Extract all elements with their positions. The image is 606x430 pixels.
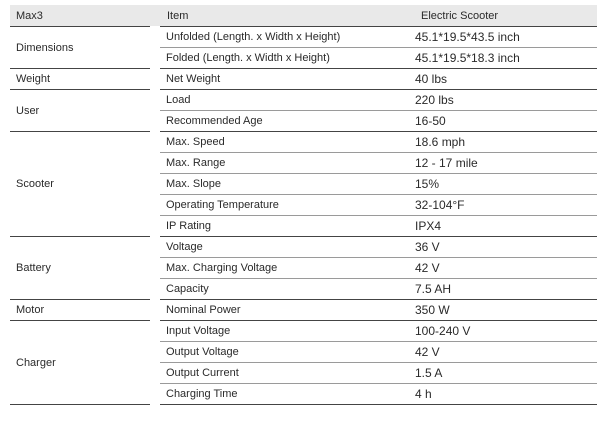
header-item: Item [155,5,407,27]
table-row [10,69,597,90]
category-cell: Charger [10,321,155,405]
spec-item-cell: Output Voltage [155,342,407,363]
spec-value-cell: 350 W [407,300,597,321]
spec-value-cell: 12 - 17 mile [407,153,597,174]
table-row [10,27,597,48]
spec-item-cell: Max. Speed [155,132,407,153]
spec-value-cell: 16-50 [407,111,597,132]
category-cell: Battery [10,237,155,300]
category-cell: Motor [10,300,155,321]
category-cell: Scooter [10,132,155,237]
spec-value-cell: 45.1*19.5*18.3 inch [407,48,597,69]
spec-value-cell: 45.1*19.5*43.5 inch [407,27,597,48]
spec-body [10,27,597,405]
spec-item-cell: IP Rating [155,216,407,237]
spec-item-cell: Load [155,90,407,111]
spec-item-cell: Charging Time [155,384,407,405]
spec-item-cell: Nominal Power [155,300,407,321]
category-cell: Dimensions [10,27,155,69]
spec-item-cell: Unfolded (Length. x Width x Height) [155,27,407,48]
header-row [10,5,597,27]
spec-item-cell: Recommended Age [155,111,407,132]
spec-item-cell: Max. Charging Voltage [155,258,407,279]
spec-value-cell: 1.5 A [407,363,597,384]
spec-item-cell: Voltage [155,237,407,258]
spec-value-cell: 220 lbs [407,90,597,111]
category-cell: Weight [10,69,155,90]
spec-table [10,5,597,405]
spec-value-cell: 42 V [407,342,597,363]
spec-item-cell: Input Voltage [155,321,407,342]
spec-value-cell: 15% [407,174,597,195]
spec-value-cell: IPX4 [407,216,597,237]
spec-value-cell: 7.5 AH [407,279,597,300]
spec-item-cell: Operating Temperature [155,195,407,216]
header-model: Max3 [10,5,155,27]
spec-item-cell: Folded (Length. x Width x Height) [155,48,407,69]
spec-value-cell: 36 V [407,237,597,258]
table-row [10,90,597,111]
spec-item-cell: Capacity [155,279,407,300]
spec-value-cell: 42 V [407,258,597,279]
spec-item-cell: Output Current [155,363,407,384]
category-cell: User [10,90,155,132]
spec-value-cell: 32-104°F [407,195,597,216]
table-row [10,132,597,153]
spec-value-cell: 18.6 mph [407,132,597,153]
spec-item-cell: Max. Slope [155,174,407,195]
spec-item-cell: Max. Range [155,153,407,174]
table-row [10,321,597,342]
spec-value-cell: 4 h [407,384,597,405]
header-product: Electric Scooter [407,5,597,27]
table-row [10,237,597,258]
table-row [10,300,597,321]
spec-value-cell: 40 lbs [407,69,597,90]
spec-item-cell: Net Weight [155,69,407,90]
spec-value-cell: 100-240 V [407,321,597,342]
